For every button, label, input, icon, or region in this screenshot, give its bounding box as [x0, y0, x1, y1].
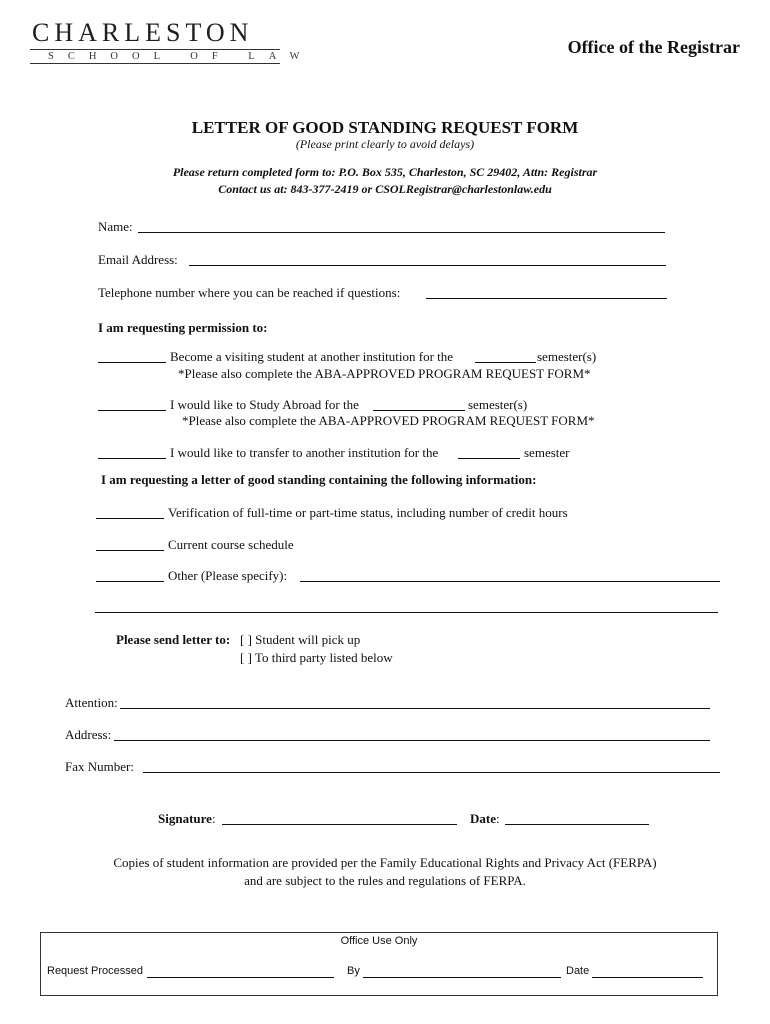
request-processed-label: Request Processed	[47, 965, 143, 977]
address-field[interactable]	[114, 740, 710, 741]
request-processed-field[interactable]	[147, 977, 334, 978]
send-label: Please send letter to:	[116, 632, 231, 647]
abroad-note: *Please also complete the ABA-APPROVED PROGRAM REQUEST FORM*	[182, 413, 595, 428]
visiting-check-blank[interactable]	[98, 362, 166, 363]
form-subtitle: (Please print clearly to avoid delays)	[295, 137, 475, 151]
signature-colon: :	[211, 811, 216, 826]
transfer-check-blank[interactable]	[98, 458, 166, 459]
visiting-semester-label: semester(s)	[537, 349, 597, 364]
logo-subtitle: SCHOOL OF LAW	[48, 51, 314, 62]
office-use-title: Office Use Only	[340, 935, 418, 947]
visiting-text: Become a visiting student at another institution for the	[170, 349, 454, 364]
verification-check-blank[interactable]	[96, 518, 164, 519]
other-specify-field[interactable]	[300, 581, 720, 582]
phone-label: Telephone number where you can be reached if questions:	[98, 285, 401, 300]
schedule-text: Current course schedule	[168, 537, 294, 552]
signature-field[interactable]	[222, 824, 457, 825]
signature-label-group	[158, 811, 216, 827]
other-text: Other (Please specify):	[168, 568, 288, 583]
abroad-semester-label: semester(s)	[468, 397, 528, 412]
form-title: LETTER OF GOOD STANDING REQUEST FORM	[191, 118, 579, 137]
fax-label: Fax Number:	[65, 759, 134, 774]
other-continuation-field[interactable]	[95, 612, 718, 613]
date-colon: :	[496, 811, 500, 826]
verification-text: Verification of full-time or part-time status, including number of credit hours	[168, 505, 568, 520]
return-address: Please return completed form to: P.O. Box 535, Charleston, SC 29402, Attn: Registrar	[172, 165, 598, 179]
date-label: Date	[470, 811, 496, 826]
schedule-check-blank[interactable]	[96, 550, 164, 551]
transfer-semester-label: semester	[524, 445, 570, 460]
fax-field[interactable]	[143, 772, 720, 773]
letter-heading: I am requesting a letter of good standing containing the following information:	[101, 472, 537, 487]
address-label: Address:	[65, 727, 112, 742]
office-date-label: Date	[566, 965, 590, 977]
third-party-option[interactable]: [ ] To third party listed below	[240, 650, 393, 665]
visiting-semester-field[interactable]	[475, 362, 536, 363]
logo-top-rule	[30, 49, 280, 50]
transfer-text: I would like to transfer to another institution for the	[170, 445, 439, 460]
pickup-option[interactable]: [ ] Student will pick up	[240, 632, 361, 647]
logo-bottom-rule	[30, 63, 280, 64]
ferpa-line-1: Copies of student information are provided per the Family Educational Rights and Privacy Act (FERPA)	[113, 855, 657, 870]
abroad-check-blank[interactable]	[98, 410, 166, 411]
by-label: By	[347, 965, 360, 977]
abroad-text: I would like to Study Abroad for the	[170, 397, 359, 412]
attention-label: Attention:	[65, 695, 118, 710]
date-label-group	[470, 811, 500, 827]
transfer-semester-field[interactable]	[458, 458, 520, 459]
date-field[interactable]	[505, 824, 649, 825]
permission-heading: I am requesting permission to:	[98, 320, 268, 335]
name-label: Name:	[98, 219, 133, 234]
other-check-blank[interactable]	[96, 581, 164, 582]
email-label: Email Address:	[98, 252, 178, 267]
email-field[interactable]	[189, 265, 666, 266]
name-field[interactable]	[138, 232, 665, 233]
abroad-semester-field[interactable]	[373, 410, 465, 411]
office-title: Office of the Registrar	[567, 37, 740, 57]
office-date-field[interactable]	[592, 977, 703, 978]
phone-field[interactable]	[426, 298, 667, 299]
visiting-note: *Please also complete the ABA-APPROVED PROGRAM REQUEST FORM*	[178, 366, 591, 381]
office-use-box	[40, 932, 718, 996]
contact-info: Contact us at: 843-377-2419 or CSOLRegistrar@charlestonlaw.edu	[218, 182, 552, 196]
signature-label: Signature	[158, 811, 212, 826]
by-field[interactable]	[363, 977, 561, 978]
ferpa-line-2: and are subject to the rules and regulations of FERPA.	[244, 873, 526, 888]
attention-field[interactable]	[120, 708, 710, 709]
logo-wordmark: CHARLESTON	[32, 18, 254, 47]
